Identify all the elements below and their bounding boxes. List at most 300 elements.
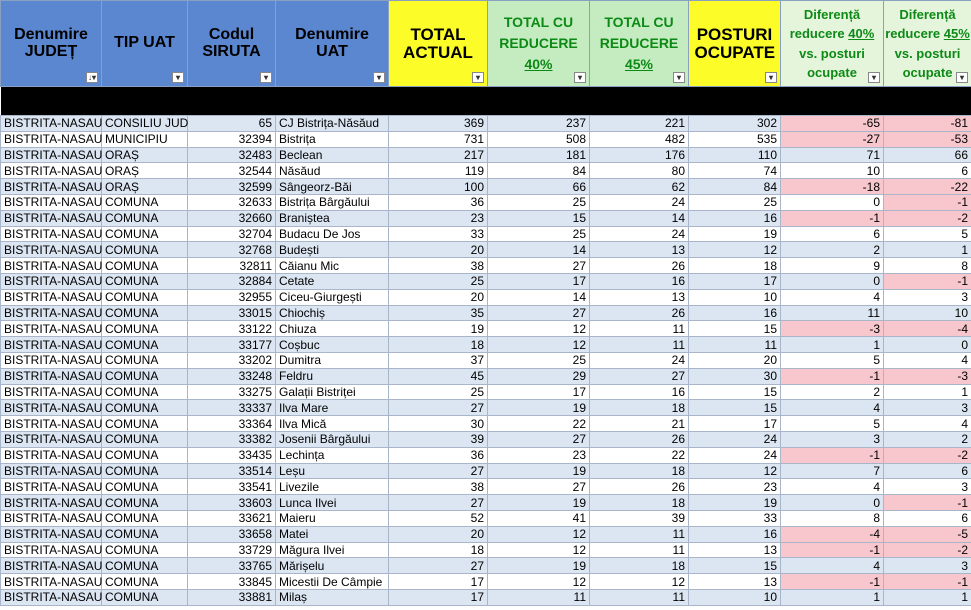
denumire-uat-cell[interactable]: Coșbuc: [276, 337, 389, 353]
cod-siruta-cell[interactable]: 32599: [188, 179, 276, 195]
reducere-40-cell[interactable]: 27: [488, 479, 590, 495]
diferenta-40-cell[interactable]: 5: [781, 352, 884, 368]
reducere-40-cell[interactable]: 25: [488, 194, 590, 210]
posturi-ocupate-cell[interactable]: 15: [689, 558, 781, 574]
judet-cell[interactable]: BISTRITA-NASAU: [1, 337, 102, 353]
cod-siruta-cell[interactable]: 33202: [188, 352, 276, 368]
reducere-40-cell[interactable]: 17: [488, 384, 590, 400]
denumire-uat-cell[interactable]: Ciceu-Giurgești: [276, 289, 389, 305]
total-actual-cell[interactable]: 30: [389, 416, 488, 432]
diferenta-45-cell[interactable]: -2: [884, 210, 971, 226]
judet-cell[interactable]: BISTRITA-NASAU: [1, 510, 102, 526]
tip-uat-cell[interactable]: COMUNA: [102, 368, 188, 384]
denumire-uat-cell[interactable]: Budacu De Jos: [276, 226, 389, 242]
diferenta-45-cell[interactable]: -22: [884, 179, 971, 195]
denumire-uat-cell[interactable]: Matei: [276, 526, 389, 542]
diferenta-40-cell[interactable]: 8: [781, 510, 884, 526]
reducere-45-cell[interactable]: 24: [590, 194, 689, 210]
reducere-45-cell[interactable]: 221: [590, 116, 689, 132]
denumire-uat-cell[interactable]: Ilva Mică: [276, 416, 389, 432]
tip-uat-cell[interactable]: COMUNA: [102, 242, 188, 258]
total-actual-cell[interactable]: 27: [389, 463, 488, 479]
reducere-45-cell[interactable]: 27: [590, 368, 689, 384]
diferenta-45-cell[interactable]: -81: [884, 116, 971, 132]
total-actual-cell[interactable]: 20: [389, 526, 488, 542]
tip-uat-cell[interactable]: COMUNA: [102, 447, 188, 463]
cod-siruta-cell[interactable]: 33382: [188, 431, 276, 447]
denumire-uat-cell[interactable]: Beclean: [276, 147, 389, 163]
diferenta-40-cell[interactable]: 11: [781, 305, 884, 321]
filter-dropdown-icon[interactable]: ▾: [673, 72, 685, 83]
judet-cell[interactable]: BISTRITA-NASAU: [1, 495, 102, 511]
denumire-uat-cell[interactable]: Năsăud: [276, 163, 389, 179]
diferenta-40-cell[interactable]: 1: [781, 337, 884, 353]
reducere-40-cell[interactable]: 25: [488, 352, 590, 368]
reducere-45-cell[interactable]: 80: [590, 163, 689, 179]
denumire-uat-cell[interactable]: Braniștea: [276, 210, 389, 226]
diferenta-45-cell[interactable]: 6: [884, 463, 971, 479]
reducere-40-cell[interactable]: 29: [488, 368, 590, 384]
posturi-ocupate-cell[interactable]: 16: [689, 305, 781, 321]
posturi-ocupate-cell[interactable]: 12: [689, 242, 781, 258]
posturi-ocupate-cell[interactable]: 110: [689, 147, 781, 163]
diferenta-45-cell[interactable]: 5: [884, 226, 971, 242]
judet-cell[interactable]: BISTRITA-NASAU: [1, 194, 102, 210]
denumire-uat-cell[interactable]: Dumitra: [276, 352, 389, 368]
diferenta-40-cell[interactable]: 2: [781, 384, 884, 400]
diferenta-45-cell[interactable]: 10: [884, 305, 971, 321]
denumire-uat-cell[interactable]: Galații Bistriței: [276, 384, 389, 400]
cod-siruta-cell[interactable]: 32483: [188, 147, 276, 163]
tip-uat-cell[interactable]: COMUNA: [102, 258, 188, 274]
diferenta-40-cell[interactable]: -4: [781, 526, 884, 542]
diferenta-40-cell[interactable]: -1: [781, 368, 884, 384]
posturi-ocupate-cell[interactable]: 17: [689, 416, 781, 432]
denumire-uat-cell[interactable]: Lechința: [276, 447, 389, 463]
cod-siruta-cell[interactable]: 33881: [188, 589, 276, 605]
posturi-ocupate-cell[interactable]: 33: [689, 510, 781, 526]
tip-uat-cell[interactable]: COMUNA: [102, 510, 188, 526]
diferenta-45-cell[interactable]: -3: [884, 368, 971, 384]
tip-uat-cell[interactable]: ORAȘ: [102, 179, 188, 195]
judet-cell[interactable]: BISTRITA-NASAU: [1, 384, 102, 400]
tip-uat-cell[interactable]: COMUNA: [102, 431, 188, 447]
reducere-45-cell[interactable]: 18: [590, 558, 689, 574]
reducere-45-cell[interactable]: 482: [590, 131, 689, 147]
reducere-40-cell[interactable]: 66: [488, 179, 590, 195]
total-actual-cell[interactable]: 52: [389, 510, 488, 526]
diferenta-40-cell[interactable]: 4: [781, 289, 884, 305]
posturi-ocupate-cell[interactable]: 535: [689, 131, 781, 147]
cod-siruta-cell[interactable]: 33621: [188, 510, 276, 526]
total-actual-cell[interactable]: 19: [389, 321, 488, 337]
tip-uat-cell[interactable]: COMUNA: [102, 321, 188, 337]
diferenta-40-cell[interactable]: -1: [781, 210, 884, 226]
denumire-uat-cell[interactable]: Cetate: [276, 273, 389, 289]
judet-cell[interactable]: BISTRITA-NASAU: [1, 179, 102, 195]
reducere-45-cell[interactable]: 11: [590, 321, 689, 337]
cod-siruta-cell[interactable]: 33729: [188, 542, 276, 558]
cod-siruta-cell[interactable]: 32768: [188, 242, 276, 258]
reducere-40-cell[interactable]: 19: [488, 463, 590, 479]
judet-cell[interactable]: BISTRITA-NASAU: [1, 163, 102, 179]
reducere-45-cell[interactable]: 14: [590, 210, 689, 226]
posturi-ocupate-cell[interactable]: 24: [689, 431, 781, 447]
tip-uat-cell[interactable]: COMUNA: [102, 589, 188, 605]
tip-uat-cell[interactable]: MUNICIPIU: [102, 131, 188, 147]
diferenta-45-cell[interactable]: -1: [884, 574, 971, 590]
reducere-45-cell[interactable]: 62: [590, 179, 689, 195]
posturi-ocupate-cell[interactable]: 10: [689, 589, 781, 605]
judet-cell[interactable]: BISTRITA-NASAU: [1, 574, 102, 590]
reducere-40-cell[interactable]: 508: [488, 131, 590, 147]
denumire-uat-cell[interactable]: Livezile: [276, 479, 389, 495]
total-actual-cell[interactable]: 731: [389, 131, 488, 147]
cod-siruta-cell[interactable]: 33435: [188, 447, 276, 463]
tip-uat-cell[interactable]: COMUNA: [102, 337, 188, 353]
diferenta-40-cell[interactable]: 6: [781, 226, 884, 242]
diferenta-40-cell[interactable]: 9: [781, 258, 884, 274]
cod-siruta-cell[interactable]: 33337: [188, 400, 276, 416]
cod-siruta-cell[interactable]: 33015: [188, 305, 276, 321]
diferenta-45-cell[interactable]: 1: [884, 384, 971, 400]
cod-siruta-cell[interactable]: 33541: [188, 479, 276, 495]
denumire-uat-cell[interactable]: Bistrița: [276, 131, 389, 147]
reducere-40-cell[interactable]: 27: [488, 431, 590, 447]
cod-siruta-cell[interactable]: 33765: [188, 558, 276, 574]
cod-siruta-cell[interactable]: 33514: [188, 463, 276, 479]
total-actual-cell[interactable]: 39: [389, 431, 488, 447]
denumire-uat-cell[interactable]: Chiochiș: [276, 305, 389, 321]
filter-dropdown-icon[interactable]: ▾: [574, 72, 586, 83]
diferenta-40-cell[interactable]: 0: [781, 194, 884, 210]
reducere-40-cell[interactable]: 14: [488, 242, 590, 258]
reducere-40-cell[interactable]: 23: [488, 447, 590, 463]
cod-siruta-cell[interactable]: 32633: [188, 194, 276, 210]
reducere-45-cell[interactable]: 24: [590, 352, 689, 368]
judet-cell[interactable]: BISTRITA-NASAU: [1, 321, 102, 337]
total-actual-cell[interactable]: 119: [389, 163, 488, 179]
posturi-ocupate-cell[interactable]: 13: [689, 574, 781, 590]
posturi-ocupate-cell[interactable]: 15: [689, 400, 781, 416]
diferenta-45-cell[interactable]: 1: [884, 589, 971, 605]
total-actual-cell[interactable]: 45: [389, 368, 488, 384]
judet-cell[interactable]: BISTRITA-NASAU: [1, 242, 102, 258]
reducere-45-cell[interactable]: 13: [590, 242, 689, 258]
diferenta-45-cell[interactable]: 3: [884, 400, 971, 416]
denumire-uat-cell[interactable]: Lunca Ilvei: [276, 495, 389, 511]
tip-uat-cell[interactable]: COMUNA: [102, 400, 188, 416]
total-actual-cell[interactable]: 36: [389, 447, 488, 463]
judet-cell[interactable]: BISTRITA-NASAU: [1, 116, 102, 132]
reducere-40-cell[interactable]: 12: [488, 574, 590, 590]
filter-dropdown-icon[interactable]: ▾: [956, 72, 968, 83]
denumire-uat-cell[interactable]: Feldru: [276, 368, 389, 384]
diferenta-40-cell[interactable]: 2: [781, 242, 884, 258]
reducere-40-cell[interactable]: 25: [488, 226, 590, 242]
judet-cell[interactable]: BISTRITA-NASAU: [1, 226, 102, 242]
total-actual-cell[interactable]: 25: [389, 384, 488, 400]
tip-uat-cell[interactable]: COMUNA: [102, 305, 188, 321]
total-actual-cell[interactable]: 35: [389, 305, 488, 321]
cod-siruta-cell[interactable]: 32884: [188, 273, 276, 289]
cod-siruta-cell[interactable]: 33603: [188, 495, 276, 511]
diferenta-40-cell[interactable]: 71: [781, 147, 884, 163]
diferenta-40-cell[interactable]: 1: [781, 589, 884, 605]
judet-cell[interactable]: BISTRITA-NASAU: [1, 447, 102, 463]
total-actual-cell[interactable]: 18: [389, 337, 488, 353]
diferenta-40-cell[interactable]: 3: [781, 431, 884, 447]
diferenta-45-cell[interactable]: 4: [884, 352, 971, 368]
reducere-40-cell[interactable]: 19: [488, 400, 590, 416]
diferenta-45-cell[interactable]: 6: [884, 163, 971, 179]
total-actual-cell[interactable]: 20: [389, 289, 488, 305]
judet-cell[interactable]: BISTRITA-NASAU: [1, 131, 102, 147]
diferenta-40-cell[interactable]: -1: [781, 574, 884, 590]
diferenta-45-cell[interactable]: 3: [884, 558, 971, 574]
judet-cell[interactable]: BISTRITA-NASAU: [1, 258, 102, 274]
posturi-ocupate-cell[interactable]: 19: [689, 495, 781, 511]
reducere-40-cell[interactable]: 22: [488, 416, 590, 432]
reducere-45-cell[interactable]: 16: [590, 273, 689, 289]
diferenta-40-cell[interactable]: 0: [781, 495, 884, 511]
posturi-ocupate-cell[interactable]: 25: [689, 194, 781, 210]
denumire-uat-cell[interactable]: Milaș: [276, 589, 389, 605]
cod-siruta-cell[interactable]: 32394: [188, 131, 276, 147]
reducere-45-cell[interactable]: 16: [590, 384, 689, 400]
diferenta-40-cell[interactable]: 0: [781, 273, 884, 289]
diferenta-45-cell[interactable]: -1: [884, 273, 971, 289]
reducere-40-cell[interactable]: 14: [488, 289, 590, 305]
filter-dropdown-icon[interactable]: ▾: [260, 72, 272, 83]
cod-siruta-cell[interactable]: 32544: [188, 163, 276, 179]
denumire-uat-cell[interactable]: Sângeorz-Băi: [276, 179, 389, 195]
posturi-ocupate-cell[interactable]: 18: [689, 258, 781, 274]
reducere-45-cell[interactable]: 18: [590, 400, 689, 416]
reducere-40-cell[interactable]: 181: [488, 147, 590, 163]
reducere-40-cell[interactable]: 41: [488, 510, 590, 526]
diferenta-40-cell[interactable]: -27: [781, 131, 884, 147]
reducere-40-cell[interactable]: 27: [488, 258, 590, 274]
reducere-45-cell[interactable]: 26: [590, 431, 689, 447]
denumire-uat-cell[interactable]: Maieru: [276, 510, 389, 526]
diferenta-45-cell[interactable]: 0: [884, 337, 971, 353]
diferenta-40-cell[interactable]: -18: [781, 179, 884, 195]
diferenta-45-cell[interactable]: 3: [884, 289, 971, 305]
total-actual-cell[interactable]: 23: [389, 210, 488, 226]
diferenta-45-cell[interactable]: -1: [884, 495, 971, 511]
tip-uat-cell[interactable]: CONSILIU JUD: [102, 116, 188, 132]
tip-uat-cell[interactable]: COMUNA: [102, 273, 188, 289]
reducere-45-cell[interactable]: 11: [590, 589, 689, 605]
total-actual-cell[interactable]: 100: [389, 179, 488, 195]
posturi-ocupate-cell[interactable]: 13: [689, 542, 781, 558]
tip-uat-cell[interactable]: COMUNA: [102, 479, 188, 495]
reducere-40-cell[interactable]: 84: [488, 163, 590, 179]
tip-uat-cell[interactable]: COMUNA: [102, 574, 188, 590]
posturi-ocupate-cell[interactable]: 74: [689, 163, 781, 179]
diferenta-45-cell[interactable]: -53: [884, 131, 971, 147]
judet-cell[interactable]: BISTRITA-NASAU: [1, 400, 102, 416]
diferenta-40-cell[interactable]: 4: [781, 479, 884, 495]
reducere-40-cell[interactable]: 12: [488, 542, 590, 558]
judet-cell[interactable]: BISTRITA-NASAU: [1, 526, 102, 542]
judet-cell[interactable]: BISTRITA-NASAU: [1, 542, 102, 558]
total-actual-cell[interactable]: 27: [389, 400, 488, 416]
judet-cell[interactable]: BISTRITA-NASAU: [1, 589, 102, 605]
cod-siruta-cell[interactable]: 33845: [188, 574, 276, 590]
judet-cell[interactable]: BISTRITA-NASAU: [1, 463, 102, 479]
diferenta-40-cell[interactable]: -3: [781, 321, 884, 337]
reducere-45-cell[interactable]: 11: [590, 542, 689, 558]
diferenta-45-cell[interactable]: -2: [884, 542, 971, 558]
tip-uat-cell[interactable]: COMUNA: [102, 210, 188, 226]
reducere-45-cell[interactable]: 11: [590, 526, 689, 542]
diferenta-45-cell[interactable]: 2: [884, 431, 971, 447]
total-actual-cell[interactable]: 27: [389, 558, 488, 574]
reducere-40-cell[interactable]: 19: [488, 558, 590, 574]
total-actual-cell[interactable]: 369: [389, 116, 488, 132]
diferenta-45-cell[interactable]: 1: [884, 242, 971, 258]
cod-siruta-cell[interactable]: 33177: [188, 337, 276, 353]
judet-cell[interactable]: BISTRITA-NASAU: [1, 416, 102, 432]
posturi-ocupate-cell[interactable]: 19: [689, 226, 781, 242]
reducere-40-cell[interactable]: 15: [488, 210, 590, 226]
diferenta-45-cell[interactable]: -2: [884, 447, 971, 463]
posturi-ocupate-cell[interactable]: 11: [689, 337, 781, 353]
reducere-40-cell[interactable]: 237: [488, 116, 590, 132]
cod-siruta-cell[interactable]: 32955: [188, 289, 276, 305]
tip-uat-cell[interactable]: COMUNA: [102, 416, 188, 432]
denumire-uat-cell[interactable]: Căianu Mic: [276, 258, 389, 274]
reducere-40-cell[interactable]: 19: [488, 495, 590, 511]
reducere-45-cell[interactable]: 18: [590, 495, 689, 511]
tip-uat-cell[interactable]: ORAȘ: [102, 147, 188, 163]
diferenta-40-cell[interactable]: -1: [781, 447, 884, 463]
diferenta-40-cell[interactable]: 5: [781, 416, 884, 432]
posturi-ocupate-cell[interactable]: 15: [689, 384, 781, 400]
denumire-uat-cell[interactable]: Ilva Mare: [276, 400, 389, 416]
reducere-45-cell[interactable]: 13: [590, 289, 689, 305]
total-actual-cell[interactable]: 17: [389, 589, 488, 605]
filter-dropdown-icon[interactable]: ▾: [868, 72, 880, 83]
filter-dropdown-icon[interactable]: ▾: [472, 72, 484, 83]
reducere-40-cell[interactable]: 27: [488, 305, 590, 321]
diferenta-40-cell[interactable]: -1: [781, 542, 884, 558]
total-actual-cell[interactable]: 38: [389, 479, 488, 495]
reducere-45-cell[interactable]: 21: [590, 416, 689, 432]
posturi-ocupate-cell[interactable]: 84: [689, 179, 781, 195]
tip-uat-cell[interactable]: COMUNA: [102, 495, 188, 511]
judet-cell[interactable]: BISTRITA-NASAU: [1, 352, 102, 368]
reducere-45-cell[interactable]: 26: [590, 479, 689, 495]
sort-filter-icon[interactable]: ↓▾: [87, 73, 96, 82]
diferenta-40-cell[interactable]: 7: [781, 463, 884, 479]
cod-siruta-cell[interactable]: 33248: [188, 368, 276, 384]
diferenta-45-cell[interactable]: 8: [884, 258, 971, 274]
judet-cell[interactable]: BISTRITA-NASAU: [1, 305, 102, 321]
denumire-uat-cell[interactable]: Leșu: [276, 463, 389, 479]
judet-cell[interactable]: BISTRITA-NASAU: [1, 289, 102, 305]
tip-uat-cell[interactable]: COMUNA: [102, 526, 188, 542]
cod-siruta-cell[interactable]: 32660: [188, 210, 276, 226]
total-actual-cell[interactable]: 17: [389, 574, 488, 590]
reducere-45-cell[interactable]: 26: [590, 305, 689, 321]
denumire-uat-cell[interactable]: Bistrița Bârgăului: [276, 194, 389, 210]
reducere-45-cell[interactable]: 18: [590, 463, 689, 479]
tip-uat-cell[interactable]: COMUNA: [102, 226, 188, 242]
posturi-ocupate-cell[interactable]: 302: [689, 116, 781, 132]
posturi-ocupate-cell[interactable]: 16: [689, 210, 781, 226]
denumire-uat-cell[interactable]: Măgura Ilvei: [276, 542, 389, 558]
reducere-45-cell[interactable]: 24: [590, 226, 689, 242]
total-actual-cell[interactable]: 18: [389, 542, 488, 558]
reducere-45-cell[interactable]: 26: [590, 258, 689, 274]
tip-uat-cell[interactable]: COMUNA: [102, 289, 188, 305]
cod-siruta-cell[interactable]: 32704: [188, 226, 276, 242]
posturi-ocupate-cell[interactable]: 24: [689, 447, 781, 463]
diferenta-40-cell[interactable]: 4: [781, 400, 884, 416]
reducere-45-cell[interactable]: 22: [590, 447, 689, 463]
cod-siruta-cell[interactable]: 33364: [188, 416, 276, 432]
reducere-45-cell[interactable]: 12: [590, 574, 689, 590]
total-actual-cell[interactable]: 37: [389, 352, 488, 368]
reducere-40-cell[interactable]: 12: [488, 337, 590, 353]
tip-uat-cell[interactable]: COMUNA: [102, 194, 188, 210]
cod-siruta-cell[interactable]: 33275: [188, 384, 276, 400]
diferenta-45-cell[interactable]: 6: [884, 510, 971, 526]
filter-dropdown-icon[interactable]: ▾: [765, 72, 777, 83]
tip-uat-cell[interactable]: COMUNA: [102, 558, 188, 574]
cod-siruta-cell[interactable]: 32811: [188, 258, 276, 274]
diferenta-40-cell[interactable]: 10: [781, 163, 884, 179]
cod-siruta-cell[interactable]: 33658: [188, 526, 276, 542]
diferenta-45-cell[interactable]: -4: [884, 321, 971, 337]
reducere-40-cell[interactable]: 12: [488, 321, 590, 337]
diferenta-45-cell[interactable]: -1: [884, 194, 971, 210]
tip-uat-cell[interactable]: COMUNA: [102, 352, 188, 368]
denumire-uat-cell[interactable]: Micestii De Câmpie: [276, 574, 389, 590]
reducere-45-cell[interactable]: 176: [590, 147, 689, 163]
posturi-ocupate-cell[interactable]: 10: [689, 289, 781, 305]
reducere-40-cell[interactable]: 11: [488, 589, 590, 605]
diferenta-40-cell[interactable]: -65: [781, 116, 884, 132]
denumire-uat-cell[interactable]: CJ Bistrița-Năsăud: [276, 116, 389, 132]
diferenta-40-cell[interactable]: 4: [781, 558, 884, 574]
judet-cell[interactable]: BISTRITA-NASAU: [1, 368, 102, 384]
reducere-40-cell[interactable]: 17: [488, 273, 590, 289]
denumire-uat-cell[interactable]: Mărișelu: [276, 558, 389, 574]
reducere-40-cell[interactable]: 12: [488, 526, 590, 542]
posturi-ocupate-cell[interactable]: 15: [689, 321, 781, 337]
tip-uat-cell[interactable]: COMUNA: [102, 542, 188, 558]
total-actual-cell[interactable]: 36: [389, 194, 488, 210]
cod-siruta-cell[interactable]: 33122: [188, 321, 276, 337]
tip-uat-cell[interactable]: COMUNA: [102, 463, 188, 479]
tip-uat-cell[interactable]: ORAȘ: [102, 163, 188, 179]
total-actual-cell[interactable]: 38: [389, 258, 488, 274]
denumire-uat-cell[interactable]: Budești: [276, 242, 389, 258]
judet-cell[interactable]: BISTRITA-NASAU: [1, 147, 102, 163]
posturi-ocupate-cell[interactable]: 12: [689, 463, 781, 479]
judet-cell[interactable]: BISTRITA-NASAU: [1, 479, 102, 495]
posturi-ocupate-cell[interactable]: 20: [689, 352, 781, 368]
posturi-ocupate-cell[interactable]: 23: [689, 479, 781, 495]
cod-siruta-cell[interactable]: 65: [188, 116, 276, 132]
judet-cell[interactable]: BISTRITA-NASAU: [1, 210, 102, 226]
judet-cell[interactable]: BISTRITA-NASAU: [1, 431, 102, 447]
posturi-ocupate-cell[interactable]: 30: [689, 368, 781, 384]
